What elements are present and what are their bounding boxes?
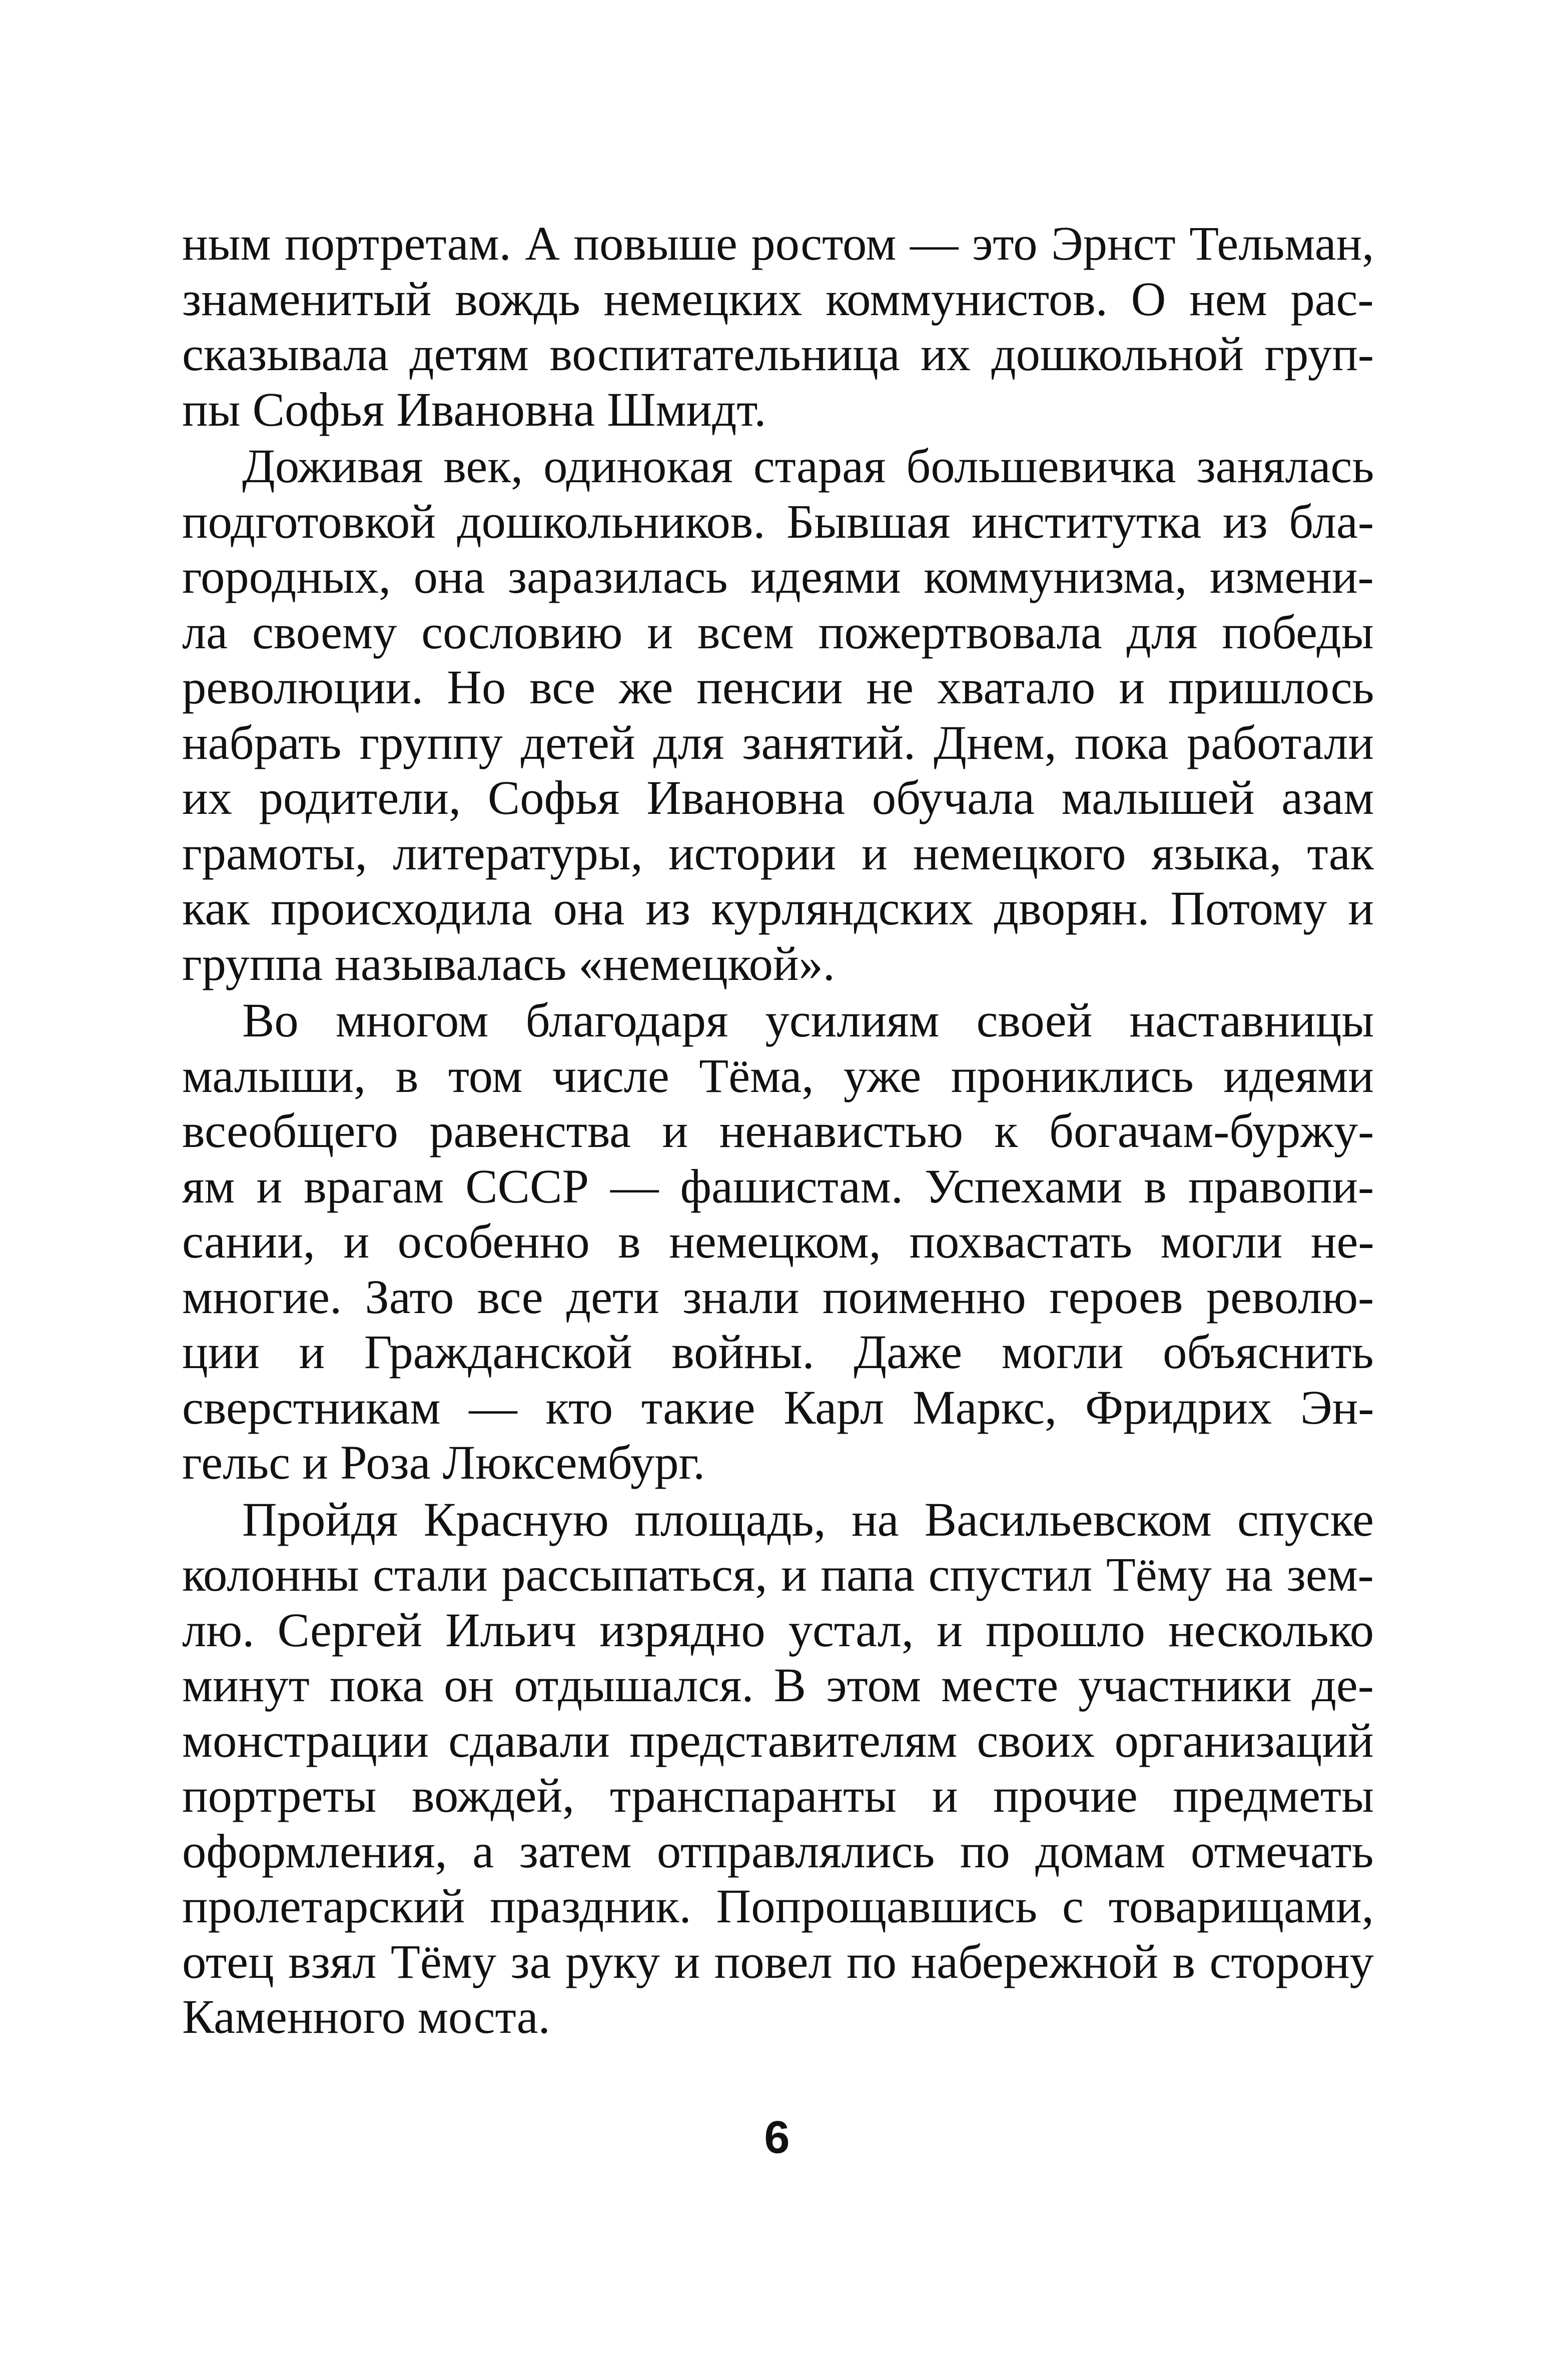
text-line: оформления, а затем отправлялись по домам отмечать: [182, 1824, 1374, 1878]
text-line: грамоты, литературы, истории и немецкого языка, так: [182, 826, 1374, 880]
page-number: 6: [764, 2112, 790, 2163]
paragraph: [182, 1492, 1374, 2045]
text-line: портреты вождей, транспаранты и прочие предметы: [182, 1769, 1374, 1822]
text-line: пролетарский праздник. Попрощавшись с товарищами,: [182, 1879, 1374, 1933]
body-text: [182, 216, 1374, 2045]
text-line: ям и врагам СССР — фашистам. Успехами в правопи-: [182, 1159, 1374, 1213]
text-line: минут пока он отдышался. В этом месте участники де-: [182, 1658, 1374, 1712]
text-line: как происходила она из курляндских дворян. Потому и: [182, 881, 1374, 935]
text-line: городных, она заразилась идеями коммунизма, измени-: [182, 550, 1374, 603]
text-line: ным портретам. А повыше ростом — это Эрнст Тельман,: [182, 217, 1374, 270]
text-line: колонны стали рассыпаться, и папа спустил Тёму на зем-: [182, 1548, 1374, 1601]
text-line: сказывала детям воспитательница их дошкольной груп-: [182, 327, 1374, 381]
text-line: многие. Зато все дети знали поименно героев револю-: [182, 1270, 1374, 1324]
text-line: Во многом благодаря усилиям своей наставницы: [242, 993, 1374, 1047]
text-line: революции. Но все же пенсии не хватало и пришлось: [182, 660, 1374, 714]
text-line: лю. Сергей Ильич изрядно устал, и прошло несколько: [182, 1603, 1374, 1657]
text-line: набрать группу детей для занятий. Днем, пока работали: [182, 715, 1374, 769]
text-line: их родители, Софья Ивановна обучала малышей азам: [182, 771, 1374, 824]
text-line: знаменитый вождь немецких коммунистов. О нем рас-: [182, 272, 1374, 326]
text-line: сверстникам — кто такие Карл Маркс, Фридрих Эн-: [182, 1380, 1374, 1434]
text-line: Каменного моста.: [182, 1990, 550, 2043]
paragraph: [182, 439, 1374, 991]
text-line: ла своему сословию и всем пожертвовала для победы: [182, 605, 1374, 659]
text-line: малыши, в том числе Тёма, уже прониклись идеями: [182, 1048, 1374, 1102]
text-line: сании, и особенно в немецком, похвастать могли не-: [182, 1215, 1374, 1268]
text-line: всеобщего равенства и ненавистью к богачам-буржу-: [182, 1104, 1374, 1157]
text-line: ции и Гражданской войны. Даже могли объяснить: [182, 1325, 1374, 1379]
paragraph: [182, 993, 1374, 1491]
text-line: монстрации сдавали представителям своих организаций: [182, 1713, 1374, 1767]
text-line: гельс и Роза Люксембург.: [182, 1436, 705, 1489]
text-line: Пройдя Красную площадь, на Васильевском спуске: [242, 1492, 1374, 1546]
text-line: группа называлась «немецкой».: [182, 936, 835, 990]
text-line: Доживая век, одинокая старая большевичка занялась: [242, 439, 1374, 493]
text-line: отец взял Тёму за руку и повел по набережной в сторону: [182, 1934, 1374, 1988]
text-line: подготовкой дошкольников. Бывшая институтка из бла-: [182, 494, 1374, 548]
paragraph: [182, 216, 1374, 437]
text-line: пы Софья Ивановна Шмидт.: [182, 382, 766, 436]
